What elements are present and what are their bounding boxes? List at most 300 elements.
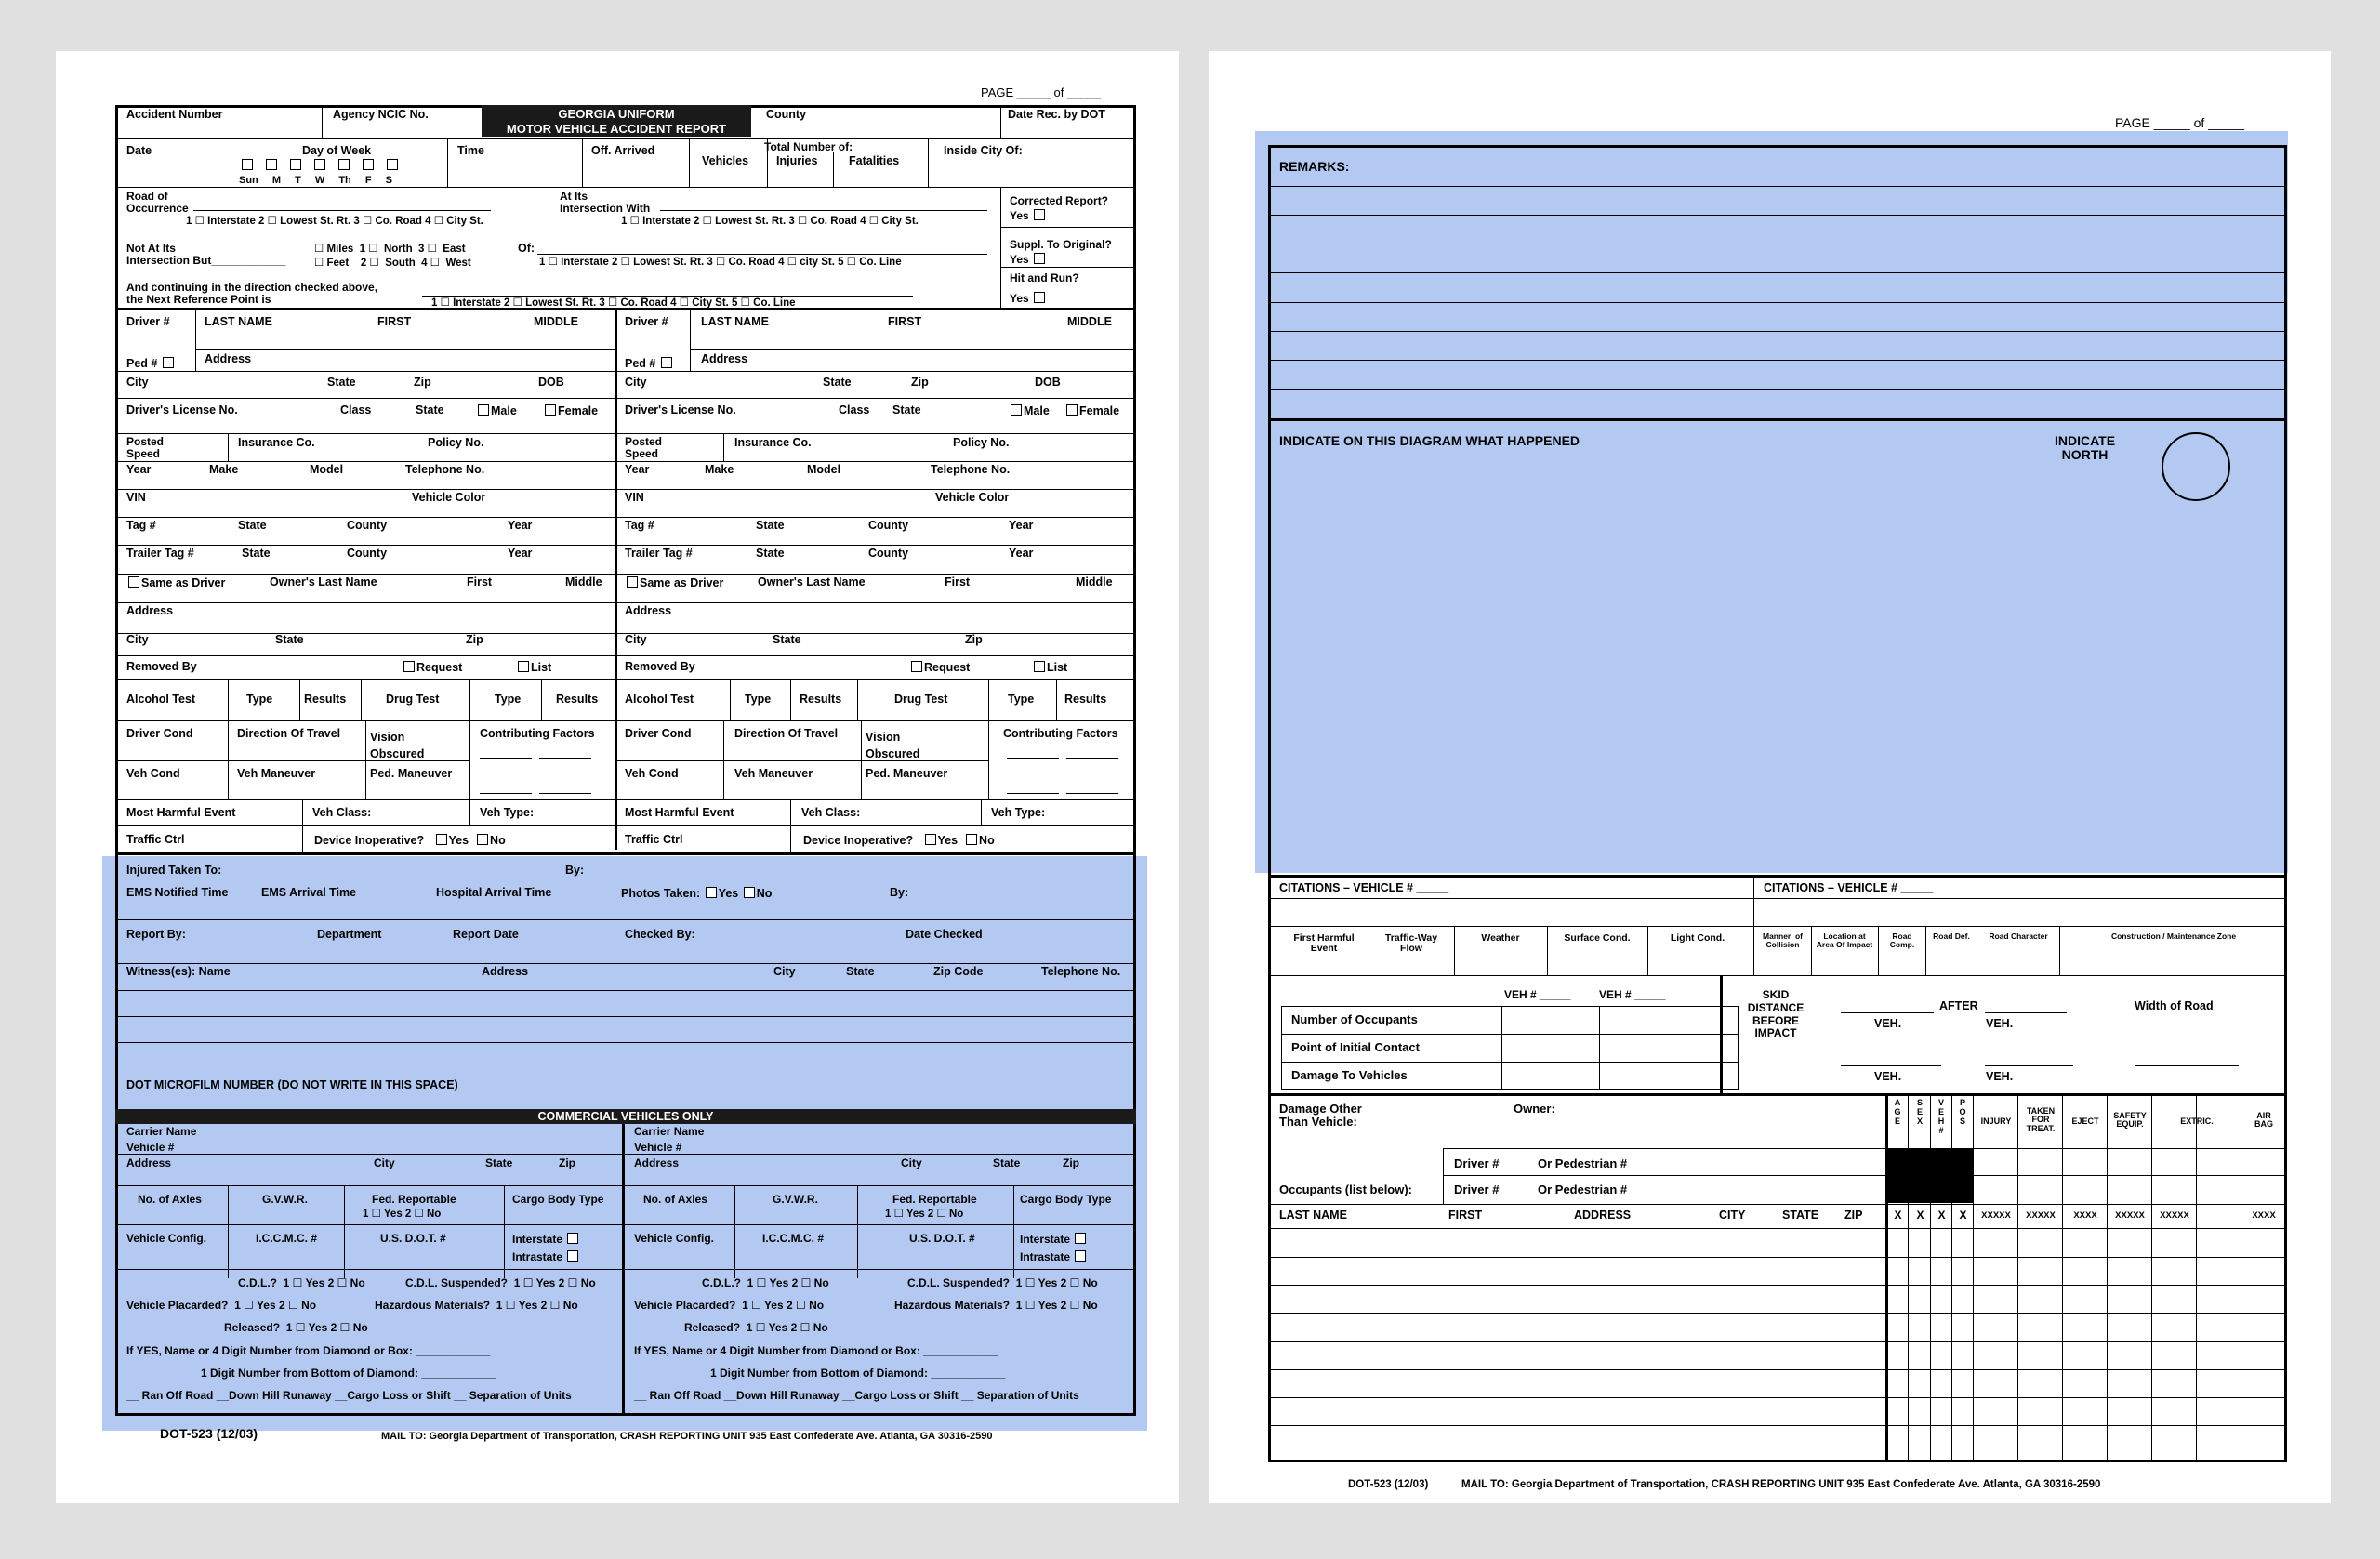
vert-header-veh: VEH#	[1937, 1098, 1945, 1135]
form-title	[482, 105, 751, 137]
right-address-label: Address	[701, 352, 748, 365]
left-year-label: Year	[126, 463, 152, 476]
right-model-label: Model	[807, 463, 841, 476]
checkbox-thu[interactable]	[338, 159, 350, 170]
veh-label-3: VEH.	[1874, 1070, 1902, 1083]
witness-zip-label: Zip Code	[933, 965, 984, 978]
left-fed-reportable-label: Fed. Reportable	[372, 1193, 456, 1206]
left-placarded-row: Vehicle Placarded? 1 ☐ Yes 2 ☐ No	[126, 1299, 317, 1312]
right-owner-last-label: Owner's Last Name	[758, 575, 866, 588]
cond-road-def: Road Def.	[1933, 931, 1970, 941]
left-list-checkbox[interactable]	[518, 661, 529, 672]
checkbox-sun[interactable]	[242, 159, 253, 170]
damage-other-label: Damage Other Than Vehicle:	[1279, 1102, 1362, 1130]
diagram-box	[1268, 418, 2287, 878]
hit-and-run-label: Hit and Run?	[1010, 271, 1079, 284]
left-veh-cond-label: Veh Cond	[126, 767, 180, 780]
right-middle-label: MIDDLE	[1067, 315, 1112, 328]
right-license-label: Driver's License No.	[625, 403, 736, 416]
total-number-label: Total Number of:	[764, 140, 853, 153]
occ-header-taken: TAKEN FOR TREAT.	[2026, 1106, 2056, 1133]
right-tag-state-label: State	[756, 519, 785, 532]
vert-header-age: AGE	[1894, 1098, 1901, 1126]
occ-code-injury: XXXXX	[1981, 1210, 2011, 1221]
right-fed-reportable-label: Fed. Reportable	[892, 1193, 977, 1206]
occ-address-header: ADDRESS	[1574, 1209, 1632, 1222]
vert-header-sex: SEX	[1916, 1098, 1923, 1126]
veh-label-2: VEH.	[1986, 1017, 2014, 1030]
page-number-label: PAGE _____ of _____	[981, 86, 1102, 99]
right-cdl-row: C.D.L.? 1 ☐ Yes 2 ☐ No	[702, 1276, 829, 1289]
left-address-label: Address	[205, 352, 252, 365]
occ-code-extric: XXXXX	[2160, 1210, 2189, 1221]
right-female-checkbox[interactable]	[1066, 404, 1078, 416]
left-vin-label: VIN	[126, 491, 146, 504]
microfilm-label: DOT MICROFILM NUMBER (DO NOT WRITE IN THIS SPACE)	[126, 1078, 458, 1091]
right-comm-zip-label: Zip	[1063, 1156, 1079, 1169]
right-trailer-tag-label: Trailer Tag #	[625, 547, 693, 560]
left-iccmc-label: I.C.C.M.C. #	[256, 1232, 318, 1245]
checkbox-tue[interactable]	[290, 159, 301, 170]
lower-section-box	[1268, 875, 2287, 1462]
left-request-checkbox[interactable]	[403, 661, 415, 672]
occ-header-airbag: AIR BAG	[2254, 1111, 2273, 1130]
cond-first-harmful: First Harmful Event	[1293, 932, 1355, 955]
right-carrier-name-label: Carrier Name	[634, 1125, 705, 1138]
left-comm-city-label: City	[374, 1156, 395, 1169]
witness-name-label: Witness(es): Name	[126, 965, 231, 978]
corrected-report-label: Corrected Report?	[1010, 194, 1109, 207]
form-page-2	[1209, 51, 2331, 1503]
right-ped-label: Ped #	[625, 357, 674, 371]
right-driver-cond-label: Driver Cond	[625, 727, 692, 740]
inside-city-label: Inside City Of:	[944, 144, 1023, 157]
citations-left-label: CITATIONS – VEHICLE # _____	[1279, 881, 1449, 894]
photos-by-label: By:	[890, 886, 909, 899]
right-owner-address-label: Address	[625, 604, 672, 617]
left-female-checkbox[interactable]	[545, 404, 556, 416]
left-vehicle-config-label: Vehicle Config.	[126, 1232, 207, 1245]
veh-num-label-2: VEH # _____	[1599, 988, 1666, 1001]
left-driver-cond-label: Driver Cond	[126, 727, 193, 740]
form-page-1	[56, 51, 1179, 1503]
right-comm-city-label: City	[901, 1156, 922, 1169]
corrected-yes-checkbox[interactable]	[1034, 209, 1045, 220]
left-tag-county-label: County	[347, 519, 388, 532]
right-owner-state-label: State	[773, 633, 801, 646]
left-owner-city-label: City	[126, 633, 149, 646]
left-removed-by-label: Removed By	[126, 660, 197, 673]
occ-x-veh: X	[1937, 1209, 1946, 1222]
witness-city-label: City	[774, 965, 796, 978]
report-by-label: Report By:	[126, 928, 186, 941]
occ-or-ped-1: Or Pedestrian #	[1538, 1156, 1628, 1170]
left-driver-num-label: Driver #	[126, 315, 170, 328]
occ-first-header: FIRST	[1448, 1209, 1483, 1222]
of-label: Of:	[518, 242, 536, 255]
right-owner-city-label: City	[625, 633, 647, 646]
photos-no-checkbox[interactable]	[744, 887, 755, 898]
left-vision-obscured-label: Vision Obscured	[370, 731, 425, 761]
checkbox-sat[interactable]	[387, 159, 398, 170]
left-male-checkbox[interactable]	[478, 404, 489, 416]
right-state-label: State	[823, 376, 852, 389]
left-one-digit-label: 1 Digit Number from Bottom of Diamond: ____________	[201, 1367, 496, 1380]
left-carrier-name-label: Carrier Name	[126, 1125, 197, 1138]
left-device-inoperative: Device Inoperative? Yes No	[314, 834, 506, 847]
right-intrastate-checkbox[interactable]	[1075, 1250, 1086, 1262]
north-indicator-circle[interactable]	[2162, 432, 2230, 501]
left-drug-test-label: Drug Test	[386, 693, 440, 706]
left-model-label: Model	[310, 463, 344, 476]
right-zip-label: Zip	[911, 376, 929, 389]
title-line-2: MOTOR VEHICLE ACCIDENT REPORT	[506, 121, 727, 136]
left-comm-state-label: State	[485, 1156, 513, 1169]
veh-label-4: VEH.	[1986, 1070, 2014, 1083]
right-ped-maneuver-label: Ped. Maneuver	[866, 767, 948, 780]
day-of-week-checkboxes	[240, 159, 400, 170]
cond-manner-collision: Manner of Collision	[1763, 931, 1803, 949]
left-insurance-label: Insurance Co.	[238, 436, 315, 449]
page2-number-label: PAGE _____ of _____	[2115, 115, 2245, 130]
vert-header-pos: POS	[1959, 1098, 1966, 1126]
right-last-name-label: LAST NAME	[701, 315, 769, 328]
hit-run-yes: Yes	[1010, 292, 1047, 305]
left-license-label: Driver's License No.	[126, 403, 238, 416]
date-rec-label: Date Rec. by DOT	[1008, 108, 1105, 121]
left-tag-label: Tag #	[126, 519, 156, 532]
left-alcohol-test-label: Alcohol Test	[126, 693, 196, 706]
report-date-label: Report Date	[453, 928, 519, 941]
right-usdot-label: U.S. D.O.T. #	[909, 1232, 975, 1245]
right-insurance-label: Insurance Co.	[734, 436, 812, 449]
indicate-north-label: INDICATE NORTH	[2055, 433, 2116, 463]
witness-address-label: Address	[482, 965, 529, 978]
veh-num-label-1: VEH # _____	[1504, 988, 1571, 1001]
right-intrastate-option: Intrastate	[1020, 1250, 1088, 1263]
occ-or-ped-2: Or Pedestrian #	[1538, 1182, 1628, 1196]
right-if-yes-label: If YES, Name or 4 Digit Number from Diamond or Box: ____________	[634, 1344, 998, 1357]
right-vehicle-config-label: Vehicle Config.	[634, 1232, 715, 1245]
left-traffic-ctrl-label: Traffic Ctrl	[126, 833, 185, 846]
right-male-checkbox[interactable]	[1011, 404, 1022, 416]
right-gvwr-label: G.V.W.R.	[773, 1193, 818, 1206]
right-same-as-driver: Same as Driver	[625, 576, 723, 590]
agency-ncic-label: Agency NCIC No.	[333, 108, 429, 121]
suppl-original-label: Suppl. To Original?	[1010, 238, 1112, 251]
occupants-list-label: Occupants (list below):	[1279, 1182, 1413, 1196]
right-request-option: Request	[909, 661, 970, 675]
cond-surface: Surface Cond.	[1564, 932, 1631, 944]
left-direction-travel-label: Direction Of Travel	[237, 727, 341, 740]
right-interstate-checkbox[interactable]	[1075, 1233, 1086, 1244]
off-arrived-label: Off. Arrived	[591, 144, 655, 157]
left-most-harmful-label: Most Harmful Event	[126, 806, 236, 819]
photos-yes-checkbox[interactable]	[706, 887, 717, 898]
of-road-types: 1 ☐ Interstate 2 ☐ Lowest St. Rt. 3 ☐ Co. Road 4 ☐ city St. 5 ☐ Co. Line	[539, 257, 902, 268]
left-hazardous-row: Hazardous Materials? 1 ☐ Yes 2 ☐ No	[375, 1299, 578, 1312]
ems-arrival-label: EMS Arrival Time	[261, 886, 357, 899]
occ-code-safety: XXXXX	[2115, 1210, 2145, 1221]
intersection-with-label: At Its Intersection With	[560, 190, 651, 216]
left-alcohol-type-label: Type	[246, 693, 273, 706]
right-drug-results-label: Results	[1064, 693, 1107, 706]
right-first-label: FIRST	[888, 315, 922, 328]
mail-to-footer: MAIL TO: Georgia Department of Transportation, CRASH REPORTING UNIT 935 East Confederate Ave. Atlanta, GA 30316-2590	[381, 1431, 993, 1442]
right-year-label: Year	[625, 463, 650, 476]
left-usdot-label: U.S. D.O.T. #	[380, 1232, 446, 1245]
injuries-label: Injuries	[776, 154, 818, 167]
left-posted-speed-label: Posted Speed	[126, 435, 165, 461]
damage-vehicles-label: Damage To Vehicles	[1291, 1068, 1408, 1082]
right-alcohol-results-label: Results	[800, 693, 842, 706]
right-most-harmful-label: Most Harmful Event	[625, 806, 734, 819]
left-state-label: State	[327, 376, 356, 389]
next-reference-road-types: 1 ☐ Interstate 2 ☐ Lowest St. Rt. 3 ☐ Co. Road 4 ☐ City St. 5 ☐ Co. Line	[431, 297, 796, 309]
left-trailer-year-label: Year	[508, 547, 533, 560]
left-make-label: Make	[209, 463, 239, 476]
injured-by-label: By:	[565, 864, 585, 877]
suppl-yes: Yes	[1010, 253, 1047, 266]
occ-header-injury: INJURY	[1980, 1116, 2012, 1126]
right-list-checkbox[interactable]	[1034, 661, 1045, 672]
left-request-option: Request	[402, 661, 462, 675]
occ-driver-num-1: Driver #	[1454, 1156, 1500, 1170]
cond-road-character: Road Character	[1989, 931, 2048, 941]
after-label: AFTER	[1939, 999, 1978, 1012]
cond-road-comp: Road Comp.	[1889, 931, 1915, 949]
left-first-label: FIRST	[377, 315, 412, 328]
right-direction-travel-label: Direction Of Travel	[734, 727, 839, 740]
owner-label: Owner:	[1514, 1102, 1555, 1116]
accident-number-label: Accident Number	[126, 108, 223, 121]
right-list-option: List	[1032, 661, 1067, 675]
left-fed-reportable-options: 1 ☐ Yes 2 ☐ No	[363, 1209, 442, 1220]
occ-code-airbag: XXXX	[2252, 1210, 2276, 1221]
checkbox-wed[interactable]	[314, 159, 325, 170]
distance-direction-options: ☐ Miles 1 ☐ North 3 ☐ East ☐ Feet 2 ☐ South 4 ☐ West	[314, 244, 471, 269]
right-veh-cond-label: Veh Cond	[625, 767, 679, 780]
right-trailer-state-label: State	[756, 547, 785, 560]
right-interstate-option: Interstate	[1020, 1233, 1088, 1246]
left-alcohol-results-label: Results	[304, 693, 347, 706]
left-comm-address-label: Address	[126, 1156, 172, 1169]
day-of-week-label: Day of Week	[302, 144, 372, 157]
left-events-label: __ Ran Off Road __Down Hill Runaway __Cargo Loss or Shift __ Separation of Units	[126, 1389, 572, 1402]
left-intrastate-checkbox[interactable]	[567, 1250, 578, 1262]
width-road-label: Width of Road	[2135, 999, 2214, 1012]
left-interstate-checkbox[interactable]	[567, 1233, 578, 1244]
left-owner-last-label: Owner's Last Name	[270, 575, 377, 588]
right-alcohol-type-label: Type	[745, 693, 772, 706]
diagram-label: INDICATE ON THIS DIAGRAM WHAT HAPPENED	[1279, 433, 1580, 448]
occ-x-pos: X	[1959, 1209, 1967, 1222]
left-ped-checkbox[interactable]	[163, 357, 174, 368]
left-tag-year-label: Year	[508, 519, 533, 532]
veh-label-1: VEH.	[1874, 1017, 1902, 1030]
left-middle-label: MIDDLE	[534, 315, 578, 328]
cond-weather: Weather	[1481, 932, 1520, 944]
left-veh-type-label: Veh Type:	[480, 806, 535, 819]
occ-driver-num-2: Driver #	[1454, 1182, 1500, 1196]
corrected-report-yes: Yes	[1010, 209, 1047, 222]
left-dob-label: DOB	[538, 376, 564, 389]
left-owner-state-label: State	[275, 633, 304, 646]
occ-code-taken: XXXXX	[2026, 1210, 2056, 1221]
left-released-row: Released? 1 ☐ Yes 2 ☐ No	[224, 1321, 368, 1334]
commercial-banner: COMMERCIAL VEHICLES ONLY	[115, 1109, 1136, 1124]
right-cdl-suspended-row: C.D.L. Suspended? 1 ☐ Yes 2 ☐ No	[907, 1276, 1098, 1289]
right-policy-label: Policy No.	[953, 436, 1010, 449]
left-license-state-label: State	[416, 403, 444, 416]
occ-code-eject: XXXX	[2073, 1210, 2097, 1221]
date-checked-label: Date Checked	[906, 928, 983, 941]
right-owner-middle-label: Middle	[1076, 575, 1113, 588]
right-cargo-body-label: Cargo Body Type	[1020, 1193, 1112, 1206]
right-vision-obscured-label: Vision Obscured	[866, 731, 920, 761]
left-tag-state-label: State	[238, 519, 267, 532]
left-policy-label: Policy No.	[428, 436, 484, 449]
blacked-out-cells	[1887, 1149, 1973, 1203]
checkbox-mon[interactable]	[266, 159, 277, 170]
left-zip-label: Zip	[414, 376, 431, 389]
left-ped-maneuver-label: Ped. Maneuver	[370, 767, 453, 780]
right-device-yes-checkbox[interactable]	[925, 834, 936, 845]
right-device-inoperative: Device Inoperative? Yes No	[803, 834, 995, 847]
number-occupants-label: Number of Occupants	[1291, 1012, 1418, 1026]
right-driver-num-label: Driver #	[625, 315, 668, 328]
right-veh-type-label: Veh Type:	[991, 806, 1046, 819]
right-trailer-year-label: Year	[1009, 547, 1034, 560]
road-occurrence-label: Road of Occurrence	[126, 190, 189, 216]
left-same-driver-checkbox[interactable]	[128, 576, 139, 588]
left-same-as-driver: Same as Driver	[126, 576, 225, 590]
left-drug-results-label: Results	[556, 693, 599, 706]
checked-by-label: Checked By:	[625, 928, 695, 941]
left-cdl-row: C.D.L.? 1 ☐ Yes 2 ☐ No	[238, 1276, 365, 1289]
left-device-yes-checkbox[interactable]	[436, 834, 447, 845]
fatalities-label: Fatalities	[849, 154, 900, 167]
right-tag-county-label: County	[868, 519, 909, 532]
date-label: Date	[126, 144, 152, 157]
continuing-direction-label: And continuing in the direction checked above, the Next Reference Point is	[126, 281, 378, 307]
right-placarded-row: Vehicle Placarded? 1 ☐ Yes 2 ☐ No	[634, 1299, 825, 1312]
occ-state-header: STATE	[1782, 1209, 1819, 1222]
right-owner-first-label: First	[945, 575, 971, 588]
right-telephone-label: Telephone No.	[931, 463, 1011, 476]
right-city-label: City	[625, 376, 647, 389]
department-label: Department	[317, 928, 382, 941]
page2-form-code-footer: DOT-523 (12/03)	[1348, 1479, 1429, 1490]
right-removed-by-label: Removed By	[625, 660, 695, 673]
right-dob-label: DOB	[1035, 376, 1061, 389]
left-vehicle-color-label: Vehicle Color	[412, 491, 486, 504]
occ-city-header: CITY	[1719, 1209, 1746, 1222]
right-vehicle-num-label: Vehicle #	[634, 1141, 682, 1154]
left-owner-address-label: Address	[126, 604, 174, 617]
right-contributing-label: Contributing Factors	[1003, 727, 1118, 740]
right-events-label: __ Ran Off Road __Down Hill Runaway __Cargo Loss or Shift __ Separation of Units	[634, 1389, 1079, 1402]
occ-header-extric: EXTRIC.	[2180, 1116, 2214, 1126]
right-veh-class-label: Veh Class:	[801, 806, 861, 819]
day-names: Sun M T W Th F S	[239, 175, 392, 186]
left-cargo-body-label: Cargo Body Type	[512, 1193, 604, 1206]
right-same-driver-checkbox[interactable]	[627, 576, 638, 588]
photos-taken-label: Photos Taken: Yes No	[621, 887, 773, 900]
suppl-yes-checkbox[interactable]	[1034, 253, 1045, 264]
left-veh-class-label: Veh Class:	[312, 806, 372, 819]
left-list-option: List	[516, 661, 551, 675]
left-veh-maneuver-label: Veh Maneuver	[237, 767, 316, 780]
remarks-label: REMARKS:	[1279, 159, 1350, 174]
point-initial-contact-label: Point of Initial Contact	[1291, 1040, 1420, 1054]
occ-header-safety: SAFETY EQUIP.	[2113, 1111, 2147, 1130]
left-ped-label: Ped #	[126, 357, 176, 371]
right-iccmc-label: I.C.C.M.C. #	[762, 1232, 825, 1245]
right-posted-speed-label: Posted Speed	[625, 435, 663, 461]
left-male-option: Male	[476, 404, 517, 418]
right-axles-label: No. of Axles	[643, 1193, 707, 1206]
witness-telephone-label: Telephone No.	[1041, 965, 1121, 978]
left-class-label: Class	[340, 403, 372, 416]
left-trailer-county-label: County	[347, 547, 388, 560]
right-female-option: Female	[1064, 404, 1119, 418]
ems-notified-label: EMS Notified Time	[126, 886, 229, 899]
left-trailer-state-label: State	[242, 547, 271, 560]
occ-x-age: X	[1894, 1209, 1902, 1222]
citations-right-label: CITATIONS – VEHICLE # _____	[1764, 881, 1934, 894]
left-contributing-label: Contributing Factors	[480, 727, 595, 740]
right-vin-label: VIN	[625, 491, 644, 504]
hit-run-yes-checkbox[interactable]	[1034, 292, 1045, 303]
left-cdl-suspended-row: C.D.L. Suspended? 1 ☐ Yes 2 ☐ No	[405, 1276, 596, 1289]
right-drug-type-label: Type	[1008, 693, 1035, 706]
witness-state-label: State	[846, 965, 875, 978]
title-line-1: GEORGIA UNIFORM	[558, 107, 675, 121]
right-veh-maneuver-label: Veh Maneuver	[734, 767, 813, 780]
occ-header-eject: EJECT	[2071, 1116, 2099, 1126]
occ-x-sex: X	[1916, 1209, 1924, 1222]
right-device-no-checkbox[interactable]	[966, 834, 977, 845]
occ-zip-header: ZIP	[1844, 1209, 1863, 1222]
occ-last-name-header: LAST NAME	[1279, 1209, 1347, 1222]
left-gvwr-label: G.V.W.R.	[262, 1193, 308, 1206]
injured-taken-label: Injured Taken To:	[126, 864, 222, 877]
not-at-intersection-label: Not At Its Intersection But____________	[126, 242, 286, 268]
right-male-option: Male	[1009, 404, 1050, 418]
vehicles-label: Vehicles	[702, 154, 749, 167]
left-intrastate-option: Intrastate	[512, 1250, 580, 1263]
right-ped-checkbox[interactable]	[661, 357, 672, 368]
right-request-checkbox[interactable]	[911, 661, 922, 672]
right-tag-year-label: Year	[1009, 519, 1034, 532]
skid-distance-label: SKID DISTANCE BEFORE IMPACT	[1747, 988, 1805, 1040]
left-device-no-checkbox[interactable]	[477, 834, 488, 845]
left-owner-first-label: First	[467, 575, 493, 588]
left-interstate-option: Interstate	[512, 1233, 580, 1246]
cond-light: Light Cond.	[1670, 932, 1726, 944]
right-comm-state-label: State	[993, 1156, 1021, 1169]
left-trailer-tag-label: Trailer Tag #	[126, 547, 194, 560]
left-owner-zip-label: Zip	[466, 633, 483, 646]
intersection-road-types: 1 ☐ Interstate 2 ☐ Lowest St. Rt. 3 ☐ Co. Road 4 ☐ City St.	[621, 216, 919, 227]
right-alcohol-test-label: Alcohol Test	[625, 693, 694, 706]
checkbox-fri[interactable]	[363, 159, 374, 170]
right-comm-address-label: Address	[634, 1156, 680, 1169]
right-traffic-ctrl-label: Traffic Ctrl	[625, 833, 683, 846]
form-code-footer: DOT-523 (12/03)	[160, 1426, 258, 1441]
time-label: Time	[457, 144, 484, 157]
